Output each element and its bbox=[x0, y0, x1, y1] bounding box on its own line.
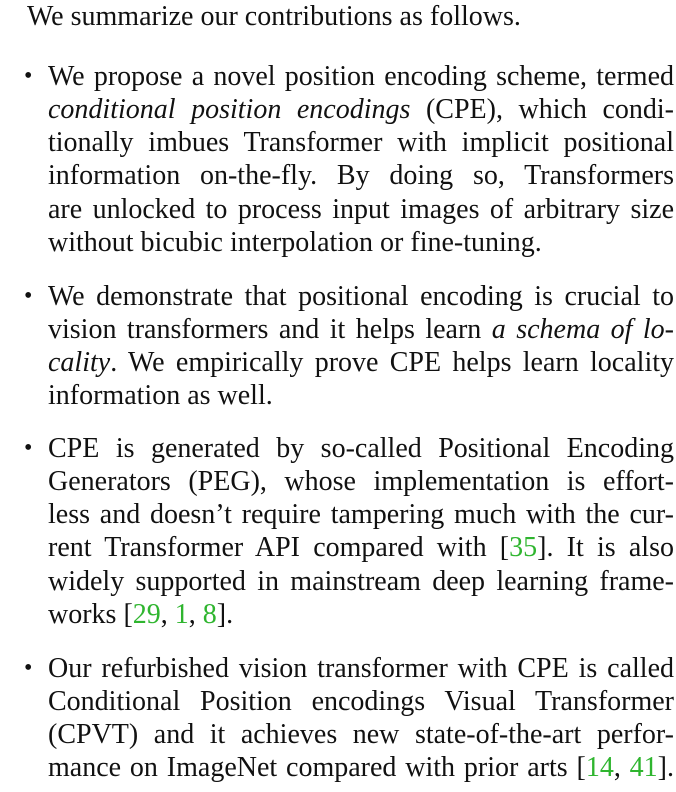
text-line bbox=[48, 652, 674, 685]
line-text: ]. bbox=[216, 599, 234, 630]
line-text: information as well. bbox=[48, 380, 273, 411]
text-line bbox=[48, 531, 674, 564]
line-text: Conditional Position encodings Visual Transformer bbox=[48, 686, 674, 717]
line-text: less and doesn’t require tampering much with the cur- bbox=[48, 499, 674, 530]
intro-sentence: We summarize our contributions as follows. bbox=[27, 1, 521, 32]
line-text: ]. It is also bbox=[537, 532, 674, 563]
text-line bbox=[48, 346, 674, 379]
line-text: widely supported in mainstream deep learning frame- bbox=[48, 566, 674, 597]
line-text: mance on ImageNet compared with prior arts [ bbox=[48, 752, 586, 783]
citation-link[interactable]: 41 bbox=[629, 752, 658, 783]
emphasized-term: cality bbox=[48, 347, 111, 378]
line-text: works [ bbox=[48, 599, 133, 630]
line-text: Generators (PEG), whose implementation is effort- bbox=[48, 466, 674, 497]
bullet-marker: • bbox=[24, 63, 33, 89]
text-line bbox=[48, 598, 674, 631]
text-line bbox=[48, 193, 674, 226]
text-line bbox=[48, 498, 674, 531]
line-text: . We empirically prove CPE helps learn locality bbox=[110, 347, 674, 378]
line-text: We demonstrate that positional encoding is crucial to bbox=[48, 281, 674, 312]
text-line bbox=[48, 313, 674, 346]
line-text: We propose a novel position encoding scheme, termed bbox=[48, 61, 674, 92]
line-text: Our refurbished vision transformer with CPE is called bbox=[48, 653, 674, 684]
line-text: rent Transformer API compared with [ bbox=[48, 532, 510, 563]
line-text: , bbox=[613, 752, 630, 783]
line-text: (CPVT) and it achieves new state-of-the-art perfor- bbox=[48, 719, 674, 750]
text-line bbox=[48, 226, 674, 259]
line-text: , bbox=[160, 599, 175, 630]
text-line bbox=[48, 685, 674, 718]
citation-link[interactable]: 14 bbox=[585, 752, 614, 783]
line-text: without bicubic interpolation or fine-tuning. bbox=[48, 227, 542, 258]
line-text: tionally imbues Transformer with implicit positional bbox=[48, 127, 674, 158]
line-text: vision transformers and it helps learn bbox=[48, 314, 492, 345]
bullet-marker: • bbox=[24, 655, 33, 681]
text-line bbox=[48, 465, 674, 498]
text-line bbox=[48, 565, 674, 598]
text-line bbox=[48, 432, 674, 465]
citation-link[interactable]: 8 bbox=[202, 599, 217, 630]
text-line bbox=[48, 93, 674, 126]
text-line bbox=[48, 379, 674, 412]
emphasized-term: conditional position encodings bbox=[48, 94, 411, 125]
line-text: are unlocked to process input images of arbitrary size bbox=[48, 194, 674, 225]
text-line bbox=[48, 126, 674, 159]
bullet-marker: • bbox=[24, 435, 33, 461]
text-line bbox=[48, 751, 674, 784]
text-line bbox=[48, 159, 674, 192]
text-line bbox=[48, 60, 674, 93]
citation-link[interactable]: 29 bbox=[132, 599, 161, 630]
bullet-marker: • bbox=[24, 283, 33, 309]
line-text: CPE is generated by so-called Positional Encoding bbox=[48, 433, 674, 464]
line-text: , bbox=[188, 599, 203, 630]
emphasized-term: a schema of lo- bbox=[491, 314, 674, 345]
text-line bbox=[48, 280, 674, 313]
line-text: information on-the-fly. By doing so, Transformers bbox=[48, 160, 674, 191]
citation-link[interactable]: 35 bbox=[509, 532, 538, 563]
line-text: (CPE), which condi- bbox=[410, 94, 674, 125]
line-text: ]. bbox=[657, 752, 674, 783]
citation-link[interactable]: 1 bbox=[174, 599, 189, 630]
text-line bbox=[48, 718, 674, 751]
